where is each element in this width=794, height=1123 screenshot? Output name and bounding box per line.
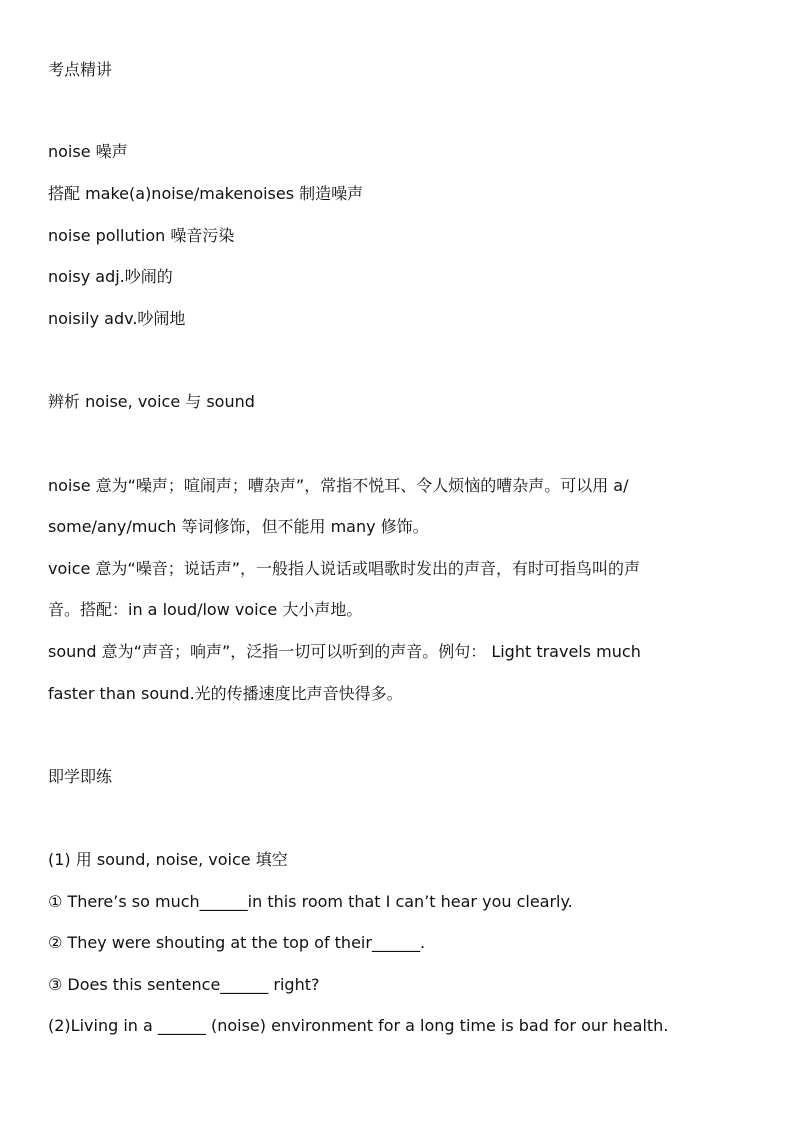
explanation-voice-1: voice 意为“噪音；说话声”，一般指人说话或唱歌时发出的声音，有时可指鸟叫的声 <box>48 559 641 578</box>
vocab-line-noise-pollution: noise pollution 噪音污染 <box>48 226 235 245</box>
explanation-noise-2: some/any/much 等词修饰，但不能用 many 修饰。 <box>48 517 429 536</box>
exercise-1-title: (1) 用 sound, noise, voice 填空 <box>48 850 288 869</box>
vocab-line-noisily: noisily adv.吵闹地 <box>48 309 186 328</box>
section-title: 考点精讲 <box>48 60 113 79</box>
practice-title: 即学即练 <box>48 767 113 786</box>
vocab-line-noise: noise 噪声 <box>48 142 128 161</box>
vocab-line-noisy: noisy adj.吵闹的 <box>48 267 173 286</box>
exercise-1-item-1: ① There’s so much______in this room that I can’t hear you clearly. <box>48 892 573 911</box>
explanation-noise-1: noise 意为“噪声；喧闹声；嘈杂声”，常指不悦耳、令人烦恼的嘈杂声。可以用 a/ <box>48 476 629 495</box>
exercise-1-item-3: ③ Does this sentence______ right? <box>48 975 320 994</box>
exercise-2: (2)Living in a ______ (noise) environment for a long time is bad for our health. <box>48 1016 669 1035</box>
explanation-sound-2: faster than sound.光的传播速度比声音快得多。 <box>48 684 403 703</box>
compare-title: 辨析 noise, voice 与 sound <box>48 392 255 411</box>
explanation-sound-1: sound 意为“声音；响声”，泛指一切可以听到的声音。例句： Light travels much <box>48 642 641 661</box>
explanation-voice-2: 音。搭配：in a loud/low voice 大小声地。 <box>48 600 363 619</box>
vocab-line-collocation: 搭配 make(a)noise/makenoises 制造噪声 <box>48 184 364 203</box>
exercise-1-item-2: ② They were shouting at the top of their______. <box>48 933 426 952</box>
